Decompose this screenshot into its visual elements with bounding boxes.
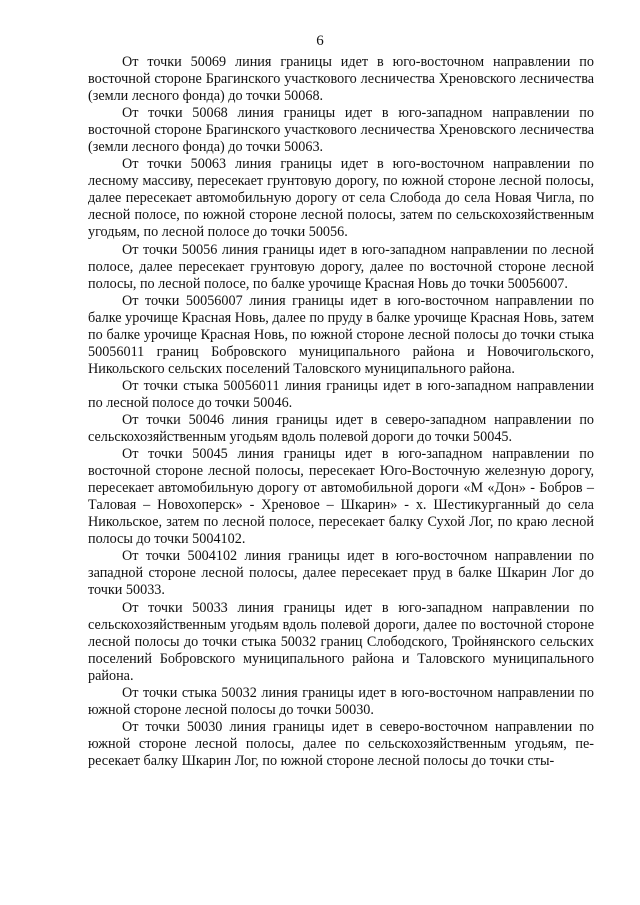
paragraph: От точки 50068 линия границы идет в юго-западном направлении по восточной стороне Брагинского участкового лесничества Хреновского лесничества (земли лесного фонда) до точки 50063. bbox=[88, 105, 594, 156]
paragraph: От точки 50069 линия границы идет в юго-восточном направлении по восточной стороне Брагинского участкового лесничества Хреновского лесничества (земли лесного фонда) до точки 50068. bbox=[88, 54, 594, 105]
paragraph: От точки 50045 линия границы идет в юго-западном направлении по восточной стороне лесной полосы, пересекает Юго-Восточную железную дорогу, пересекает автомобильную дорогу от автомобильной дороги «М «Дон» - Бобров – Таловая – Новохоперск» - Хреновое – Шкарин» - х. Шестикурганный до села Никольское, затем по лесной полосе, пересекает балку Сухой Лог, по краю лесной полосы до точки 5004102. bbox=[88, 446, 594, 548]
document-body bbox=[88, 54, 594, 770]
paragraph: От точки 50056007 линия границы идет в юго-восточном направлении по балке урочище Красная Новь, далее по пруду в балке урочище Красная Новь, затем по балке урочище Красная Новь, по южной стороне лесной полосы до точки стыка 50056011 границ Бобровского муниципального района и Новочигольского, Никольского сельских поселений Таловского муниципального района. bbox=[88, 292, 594, 377]
paragraph: От точки стыка 50056011 линия границы идет в юго-западном направлении по лесной полосе до точки 50046. bbox=[88, 377, 594, 411]
page-number: 6 bbox=[316, 33, 324, 49]
paragraph: От точки 50046 линия границы идет в северо-западном направлении по сельскохозяйственным угодьям вдоль полевой дороги до точки 50045. bbox=[88, 411, 594, 446]
paragraph: От точки стыка 50032 линия границы идет в юго-восточном направлении по южной стороне лесной полосы до точки 50030. bbox=[88, 684, 594, 718]
paragraph: От точки 50063 линия границы идет в юго-восточном направлении по лесному массиву, пересекает грунтовую дорогу, по южной стороне лесной полосы, далее пересекает автомобильную дорогу от села Слобода до села Новая Чигла, по лесной полосе, по южной стороне лесной полосы, затем по сельскохозяйственным угодьям, по лесной полосе до точки 50056. bbox=[88, 156, 594, 241]
paragraph: От точки 50033 линия границы идет в юго-западном направлении по сельскохозяйственным угодьям вдоль полевой дороги, далее по восточной стороне лесной полосы до точки стыка 50032 границ Слободского, Тройнянского сельских поселений Бобровского муниципального района и Таловского муниципального района. bbox=[88, 599, 594, 684]
paragraph: От точки 50030 линия границы идет в северо-восточном направлении по южной стороне лесной полосы, далее по сельскохозяйственным угодьям, пересекает балку Шкарин Лог, по южной стороне лесной полосы до точки сты- bbox=[88, 718, 594, 769]
paragraph: От точки 5004102 линия границы идет в юго-восточном направлении по западной стороне лесной полосы, далее пересекает пруд в балке Шкарин Лог до точки 50033. bbox=[88, 548, 594, 599]
paragraph: От точки 50056 линия границы идет в юго-западном направлении по лесной полосе, далее пересекает грунтовую дорогу, далее по восточной стороне лесной полосы, по лесной полосе, по балке урочище Красная Новь до точки 50056007. bbox=[88, 241, 594, 292]
